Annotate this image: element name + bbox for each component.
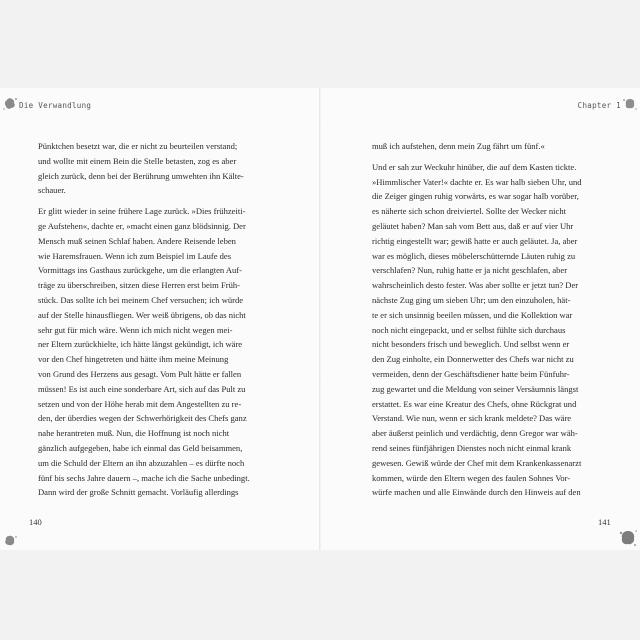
page-number-right: 141 [598,517,611,527]
ink-splat-bottom-right-icon [618,528,638,548]
text-line: ner Eltern zurückhielte, ich hätte längst gekündigt, ich wäre [38,339,243,350]
text-line: wahrscheinlich desto fester. Was aber sollte er jetzt tun? Der [372,280,579,291]
ink-splat-bottom-left-icon [2,533,18,549]
text-line: gänzlich aufgegeben, habe ich einmal das Geld beisammen, [38,442,243,453]
text-line: den Zug einholte, ein Donnerwetter des Chefs war nicht zu [372,354,574,365]
text-line: stück. Das sollte ich bei meinem Chef versuchen; ich würde [38,294,244,305]
text-line: rend seines fünfjährigen Dienstes noch nicht einmal krank [372,442,572,453]
running-header-right: Chapter 1 [577,101,621,110]
text-line: Pünktchen besetzt war, die er nicht zu beurteilen verstand; [38,141,238,151]
text-line: gleich zurück, denn bei der Berührung umwehten ihn Kälte- [38,170,244,181]
text-line: um die Schuld der Eltern an ihn abzuzahlen – es dürfte noch [38,457,245,468]
text-line: Vormittags ins Gasthaus zurückgehe, um die erlangten Auf- [38,265,242,276]
right-page-text [372,139,610,506]
paragraph [372,139,610,154]
text-line: schauer. [38,185,66,196]
text-line: verschlafen? Nun, ruhig hatte er ja nicht geschlafen, aber [372,265,568,276]
text-line: zug gewartet und die Meldung von seiner Versäumnis längst [372,383,579,394]
text-line: müssen! Es ist auch eine sonderbare Art, sich auf das Pult zu [38,383,246,394]
text-line: Dann wird der große Schnitt gemacht. Vorläufig allerdings [38,487,239,498]
text-line: nächste Zug ging um sieben Uhr; um den einzuholen, hät- [372,294,571,305]
ink-splat-top-right-icon [622,96,638,112]
text-line: und wollte mit einem Bein die Stelle betasten, zog es aber [38,155,237,166]
text-line: wie Haremsfrauen. Wenn ich zum Beispiel im Laufe des [38,250,232,261]
text-line: kommen, würde den Eltern wegen des faulen Sohnes Vor- [372,472,571,483]
text-line: träge zu überschreiben, sitzen diese Herren erst beim Früh- [38,280,240,291]
text-line: vermeiden, denn der Geschäftsdiener hatte beim Fünfuhr- [372,368,570,379]
text-line: muß ich aufstehen, denn mein Zug fährt um fünf.« [372,141,545,151]
text-line: fünf bis sechs Jahre dauern –, mache ich die Sache unbedingt. [38,472,250,483]
paragraph [372,160,610,500]
text-line: nahe herantreten muß. Nun, die Hoffnung ist noch nicht [38,428,230,439]
text-line: von Grund des Herzens aus gesagt. Vom Pult hätte er fallen [38,368,242,379]
text-line: geläutet haben? Man sah vom Bett aus, daß er auf vier Uhr [372,220,574,231]
text-line: richtig eingestellt war; gewiß hatte er auch geläutet. Ja, aber [372,235,578,246]
text-line: auf der Stelle hinausfliegen. Wer weiß übrigens, ob das nicht [38,309,246,320]
text-line: te er sich unsinnig beeilen müssen, und die Kollektion war [372,309,573,320]
text-line: war es möglich, dieses möbelerschütternde Läuten ruhig zu [372,250,576,261]
text-line: Er glitt wieder in seine frühere Lage zurück. »Dies frühzeiti- [38,206,246,217]
text-line: die Zeiger gingen ruhig vorwärts, es war sogar halb vorüber, [372,191,579,202]
text-line: Und er sah zur Weckuhr hinüber, die auf dem Kasten tickte. [372,161,577,172]
text-line: gewesen. Gewiß würde der Chef mit dem Krankenkassenarzt [372,457,582,468]
paragraph [38,139,276,198]
text-line: erstattet. Es war eine Kreatur des Chefs, ohne Rückgrat und [372,398,577,409]
text-line: setzen und von der Höhe herab mit dem Angestellten zu re- [38,398,242,409]
ink-splat-top-left-icon [2,96,18,112]
text-line: nicht besonders frisch und beweglich. Und selbst wenn er [372,339,570,350]
book-gutter [319,88,321,550]
text-line: vor den Chef hingetreten und hätte ihm meine Meinung [38,354,229,365]
text-line: Verstand. Wie nun, wenn er sich krank meldete? Das wäre [372,413,572,424]
text-line: es näherte sich schon dreiviertel. Sollte der Wecker nicht [372,206,566,217]
page-number-left: 140 [29,517,42,527]
text-line: sehr gut für mich wäre. Wenn ich mich nicht wegen mei- [38,324,233,335]
text-line: den, der überdies wegen der Schwerhörigkeit des Chefs ganz [38,413,247,424]
paragraph [38,204,276,500]
text-line: »Himmlischer Vater!« dachte er. Es war halb sieben Uhr, und [372,176,582,187]
text-line: ge Aufstehen«, dachte er, »macht einen ganz blödsinnig. Der [38,220,246,231]
text-line: Mensch muß seinen Schlaf haben. Andere Reisende leben [38,235,236,246]
left-page-text [38,139,276,506]
running-header-left: Die Verwandlung [19,101,92,110]
text-line: würfe machen und alle Einwände durch den Hinweis auf den [372,487,581,498]
text-line: aber äußerst peinlich und verdächtig, denn Gregor war wäh- [372,428,578,439]
text-line: noch nicht eingepackt, und er selbst fühlte sich durchaus [372,324,566,335]
